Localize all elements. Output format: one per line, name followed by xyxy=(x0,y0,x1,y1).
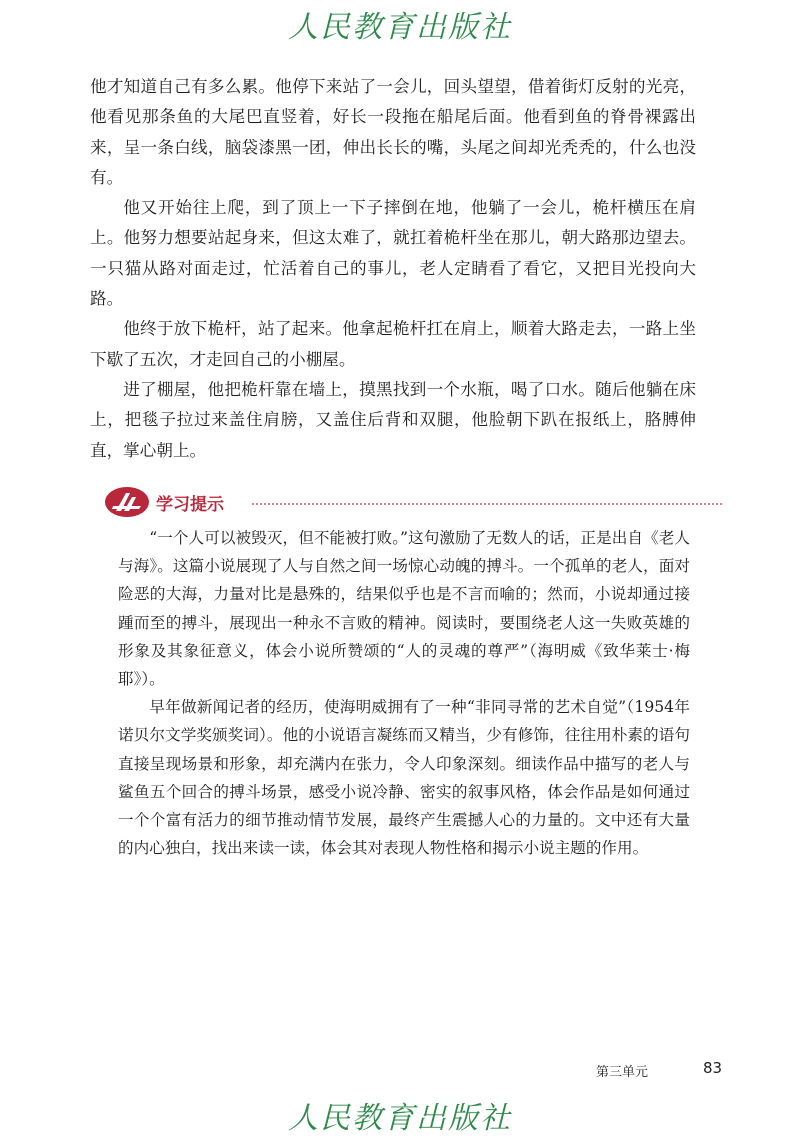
dotted-divider xyxy=(252,503,722,505)
tips-paragraph: 早年做新闻记者的经历，使海明威拥有了一种“非同寻常的艺术自觉”（1954年诺贝尔文学奖颁奖词）。他的小说语言凝练而又精当，少有修饰，往往用朴素的语句直接呈现场景和形象，却充满内在张力，令人印象深刻。细读作品中描写的老人与鲨鱼五个回合的搏斗场景，感受小说冷静、密实的叙事风格，体会作品是如何通过一个个富有活力的细节推动情节发展，最终产生震撼人心的力量的。文中还有大量的内心独白，找出来读一读，体会其对表现人物性格和揭示小说主题的作用。 xyxy=(118,698,690,858)
publisher-logo-bottom: 人民教育出版社 xyxy=(288,1101,512,1136)
story-paragraph: 进了棚屋，他把桅杆靠在墙上，摸黑找到一个水瓶，喝了口水。随后他躺在床上，把毯子拉过来盖住肩膀，又盖住后背和双腿，他脸朝下趴在报纸上，胳膊伸直，掌心朝上。 xyxy=(90,379,696,460)
story-text xyxy=(90,72,696,466)
study-tips-icon xyxy=(104,486,150,518)
unit-label: 第三单元 xyxy=(596,1065,649,1080)
publisher-logo-top: 人民教育出版社 xyxy=(288,10,512,45)
study-tips-text xyxy=(118,524,690,862)
tips-paragraph: “一个人可以被毁灭，但不能被打败。”这句激励了无数人的话，正是出自《老人与海》。这篇小说展现了人与自然之间一场惊心动魄的搏斗。一个孤单的老人，面对险恶的大海，力量对比是悬殊的，结果似乎也是不言而喻的；然而，小说却通过接踵而至的搏斗，展现出一种永不言败的精神。阅读时，要围绕老人这一失败英雄的形象及其象征意义，体会小说所赞颂的“人的灵魂的尊严”（海明威《致华莱士·梅耶》）。 xyxy=(118,529,690,689)
story-paragraph: 他又开始往上爬，到了顶上一下子摔倒在地，他躺了一会儿，桅杆横压在肩上。他努力想要站起身来，但这太难了，就扛着桅杆坐在那儿，朝大路那边望去。一只猫从路对面走过，忙活着自己的事儿，老人定睛看了看它，又把目光投向大路。 xyxy=(90,198,696,309)
study-tips-header xyxy=(96,484,722,524)
study-tips-title: 学习提示 xyxy=(156,495,224,515)
page-number: 83 xyxy=(703,1059,723,1077)
story-paragraph: 他终于放下桅杆，站了起来。他拿起桅杆扛在肩上，顺着大路走去，一路上坐下歇了五次，才走回自己的小棚屋。 xyxy=(90,319,696,369)
story-paragraph: 他才知道自己有多么累。他停下来站了一会儿，回头望望，借着街灯反射的光亮，他看见那条鱼的大尾巴直竖着，好长一段拖在船尾后面。他看到鱼的脊骨裸露出来，呈一条白线，脑袋漆黑一团，伸出长长的嘴，头尾之间却光秃秃的，什么也没有。 xyxy=(90,77,696,187)
